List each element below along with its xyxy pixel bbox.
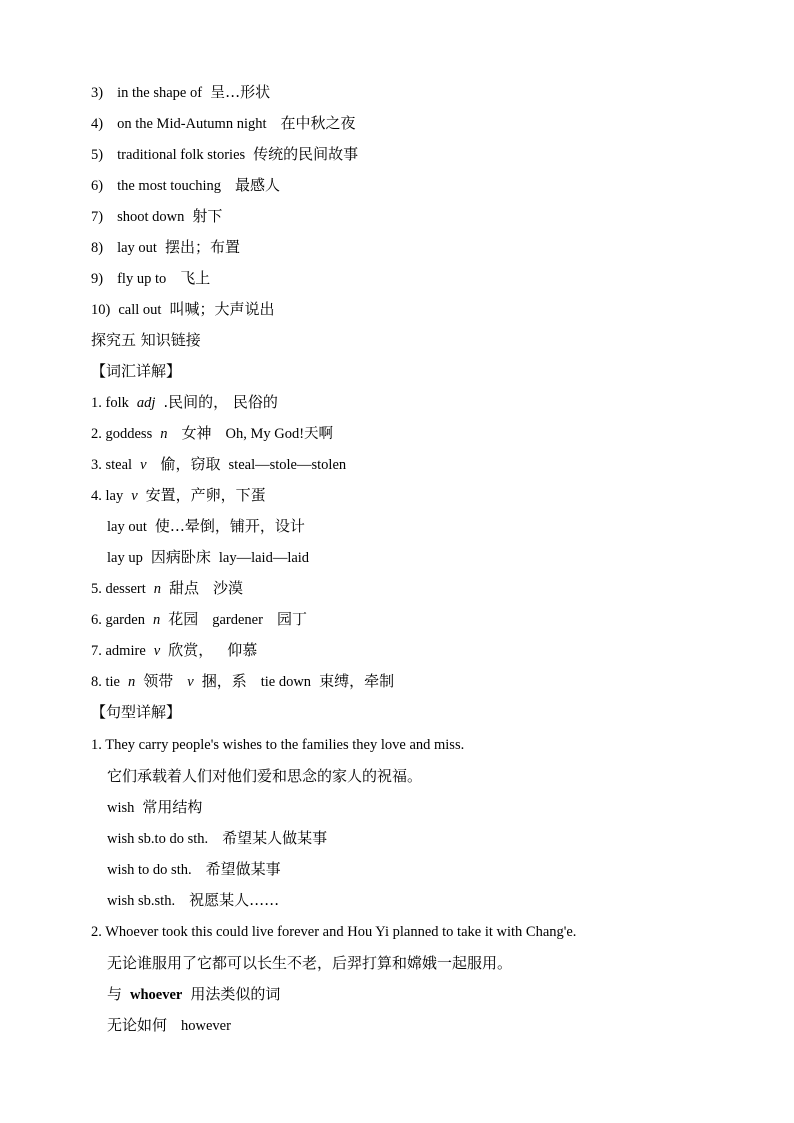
part-of-speech: v [140,457,147,473]
phrase-number: 7) [91,209,104,225]
vocab-subitem-lay-out [107,514,305,538]
vocab-extra: steal—stole—stolen [228,457,347,473]
vocab-item-steal [91,452,346,476]
vocab-meaning: 偷，窃取 [160,455,221,473]
vocab-item-goddess [91,421,333,445]
wish-structure-1 [107,826,327,850]
part-of-speech: v [131,488,138,504]
sentence-2-zh: 无论谁服用了它都可以长生不老，后羿打算和嫦娥一起服用。 [107,954,513,972]
vocab-meaning: .民间的， 民俗的 [163,393,278,411]
vocab-meaning: 花园 [168,610,199,628]
however-en: however [181,1018,231,1034]
vocab-meaning: 因病卧床 [150,548,211,566]
phrase-item [91,142,358,166]
phrase-number: 9) [91,271,104,287]
vocab-subitem-lay-up [107,545,309,569]
keyword-whoever: whoever [130,987,183,1003]
vocab-head: 2. goddess [91,426,153,442]
vocab-head: 6. garden [91,612,145,628]
sentence-heading: 【句型详解】 [91,703,182,721]
vocab-meaning: 使…晕倒，铺开，设计 [154,517,305,535]
however-zh: 无论如何 [107,1016,168,1034]
part-of-speech: n [160,426,168,442]
vocab-head: 8. tie [91,674,120,690]
phrase-en: shoot down [117,209,185,225]
phrase-en: on the Mid-Autumn night [117,116,267,132]
phrase-en: traditional folk stories [117,147,246,163]
structure-zh: 祝愿某人…… [189,891,280,909]
phrase-number: 8) [91,240,104,256]
vocab-head: 1. folk [91,395,129,411]
structure-zh: 希望某人做某事 [222,829,328,847]
phrase-zh: 在中秋之夜 [280,114,356,132]
vocab-meaning: 欣赏， [168,641,214,659]
vocab-item-folk [91,390,278,414]
structure-en: wish to do sth. [107,862,192,878]
phrase-item [91,111,356,135]
vocab-meaning: 安置，产卵，下蛋 [145,486,266,504]
vocab-meaning-3: 束缚，牵制 [319,672,395,690]
vocab-item-tie [91,669,394,693]
vocab-meaning-2: 沙漠 [213,579,244,597]
vocab-item-garden [91,607,307,631]
phrase-item [91,297,274,321]
wish-structure-label [107,795,202,819]
phrase-number: 5) [91,147,104,163]
vocab-meaning: 女神 [181,424,212,442]
phrase-number: 4) [91,116,104,132]
similar-usage-line [107,982,280,1006]
vocab-head: 3. steal [91,457,133,473]
vocab-meaning-2: 捆，系 [201,672,247,690]
phrase-en: fly up to [117,271,167,287]
part-of-speech: n [153,581,162,597]
phrase-zh: 飞上 [180,269,211,287]
structure-zh: 希望做某事 [205,860,281,878]
vocab-head: 4. lay [91,488,124,504]
vocab-phrase: lay up [107,550,143,566]
phrase-zh: 摆出；布置 [164,238,240,256]
phrase-en: call out [118,302,162,318]
structure-en: wish sb.sth. [107,893,176,909]
part-of-speech: adj [136,395,156,411]
vocab-item-admire [91,638,257,662]
part-of-speech: v [153,643,161,659]
phrase-item [91,80,270,104]
part-of-speech: n [152,612,161,628]
phrase-en: in the shape of [117,85,203,101]
vocab-extra: Oh, My God!天啊 [225,426,334,442]
vocab-head: 7. admire [91,643,146,659]
vocab-head: 5. dessert [91,581,146,597]
part-of-speech-2: v [187,674,194,690]
wish-structure-2 [107,857,281,881]
vocab-meaning: 领带 [143,672,174,690]
wish-label-zh: 常用结构 [142,798,203,816]
phrase-zh: 传统的民间故事 [253,145,359,163]
wish-structure-3 [107,888,279,912]
phrase-number: 6) [91,178,104,194]
structure-en: wish sb.to do sth. [107,831,209,847]
phrase-item [91,173,280,197]
phrase-zh: 呈…形状 [210,83,271,101]
wish-word: wish [107,800,135,816]
vocab-extra: lay—laid—laid [218,550,310,566]
vocab-item-dessert [91,576,243,600]
vocab-item-lay [91,483,266,507]
phrase-zh: 射下 [192,207,223,225]
vocab-extra: gardener [212,612,263,628]
similar-pre: 与 [107,985,123,1003]
phrase-en: lay out [117,240,157,256]
vocab-meaning-2: 仰慕 [227,641,258,659]
similar-post: 用法类似的词 [190,985,281,1003]
sentence-2-en: 2. Whoever took this could live forever and Hou Yi planned to take it with Chang'e. [91,924,577,940]
phrase-zh: 最感人 [235,176,281,194]
phrase-en: the most touching [117,178,222,194]
phrase-item [91,266,210,290]
section-title: 探究五 知识链接 [91,331,201,349]
part-of-speech: n [128,674,136,690]
sentence-1-zh: 它们承载着人们对他们爱和思念的家人的祝福。 [107,767,423,785]
phrase-number: 10) [91,302,111,318]
vocab-meaning-2: 园丁 [276,610,307,628]
vocab-phrase: lay out [107,519,147,535]
phrase-item [91,204,222,228]
phrase-item [91,235,240,259]
however-line [107,1013,231,1037]
sentence-1-en: 1. They carry people's wishes to the families they love and miss. [91,737,465,753]
phrase-number: 3) [91,85,104,101]
vocab-meaning: 甜点 [169,579,200,597]
phrase-zh: 叫喊；大声说出 [169,300,275,318]
vocab-extra: tie down [260,674,312,690]
vocab-heading: 【词汇详解】 [91,362,182,380]
